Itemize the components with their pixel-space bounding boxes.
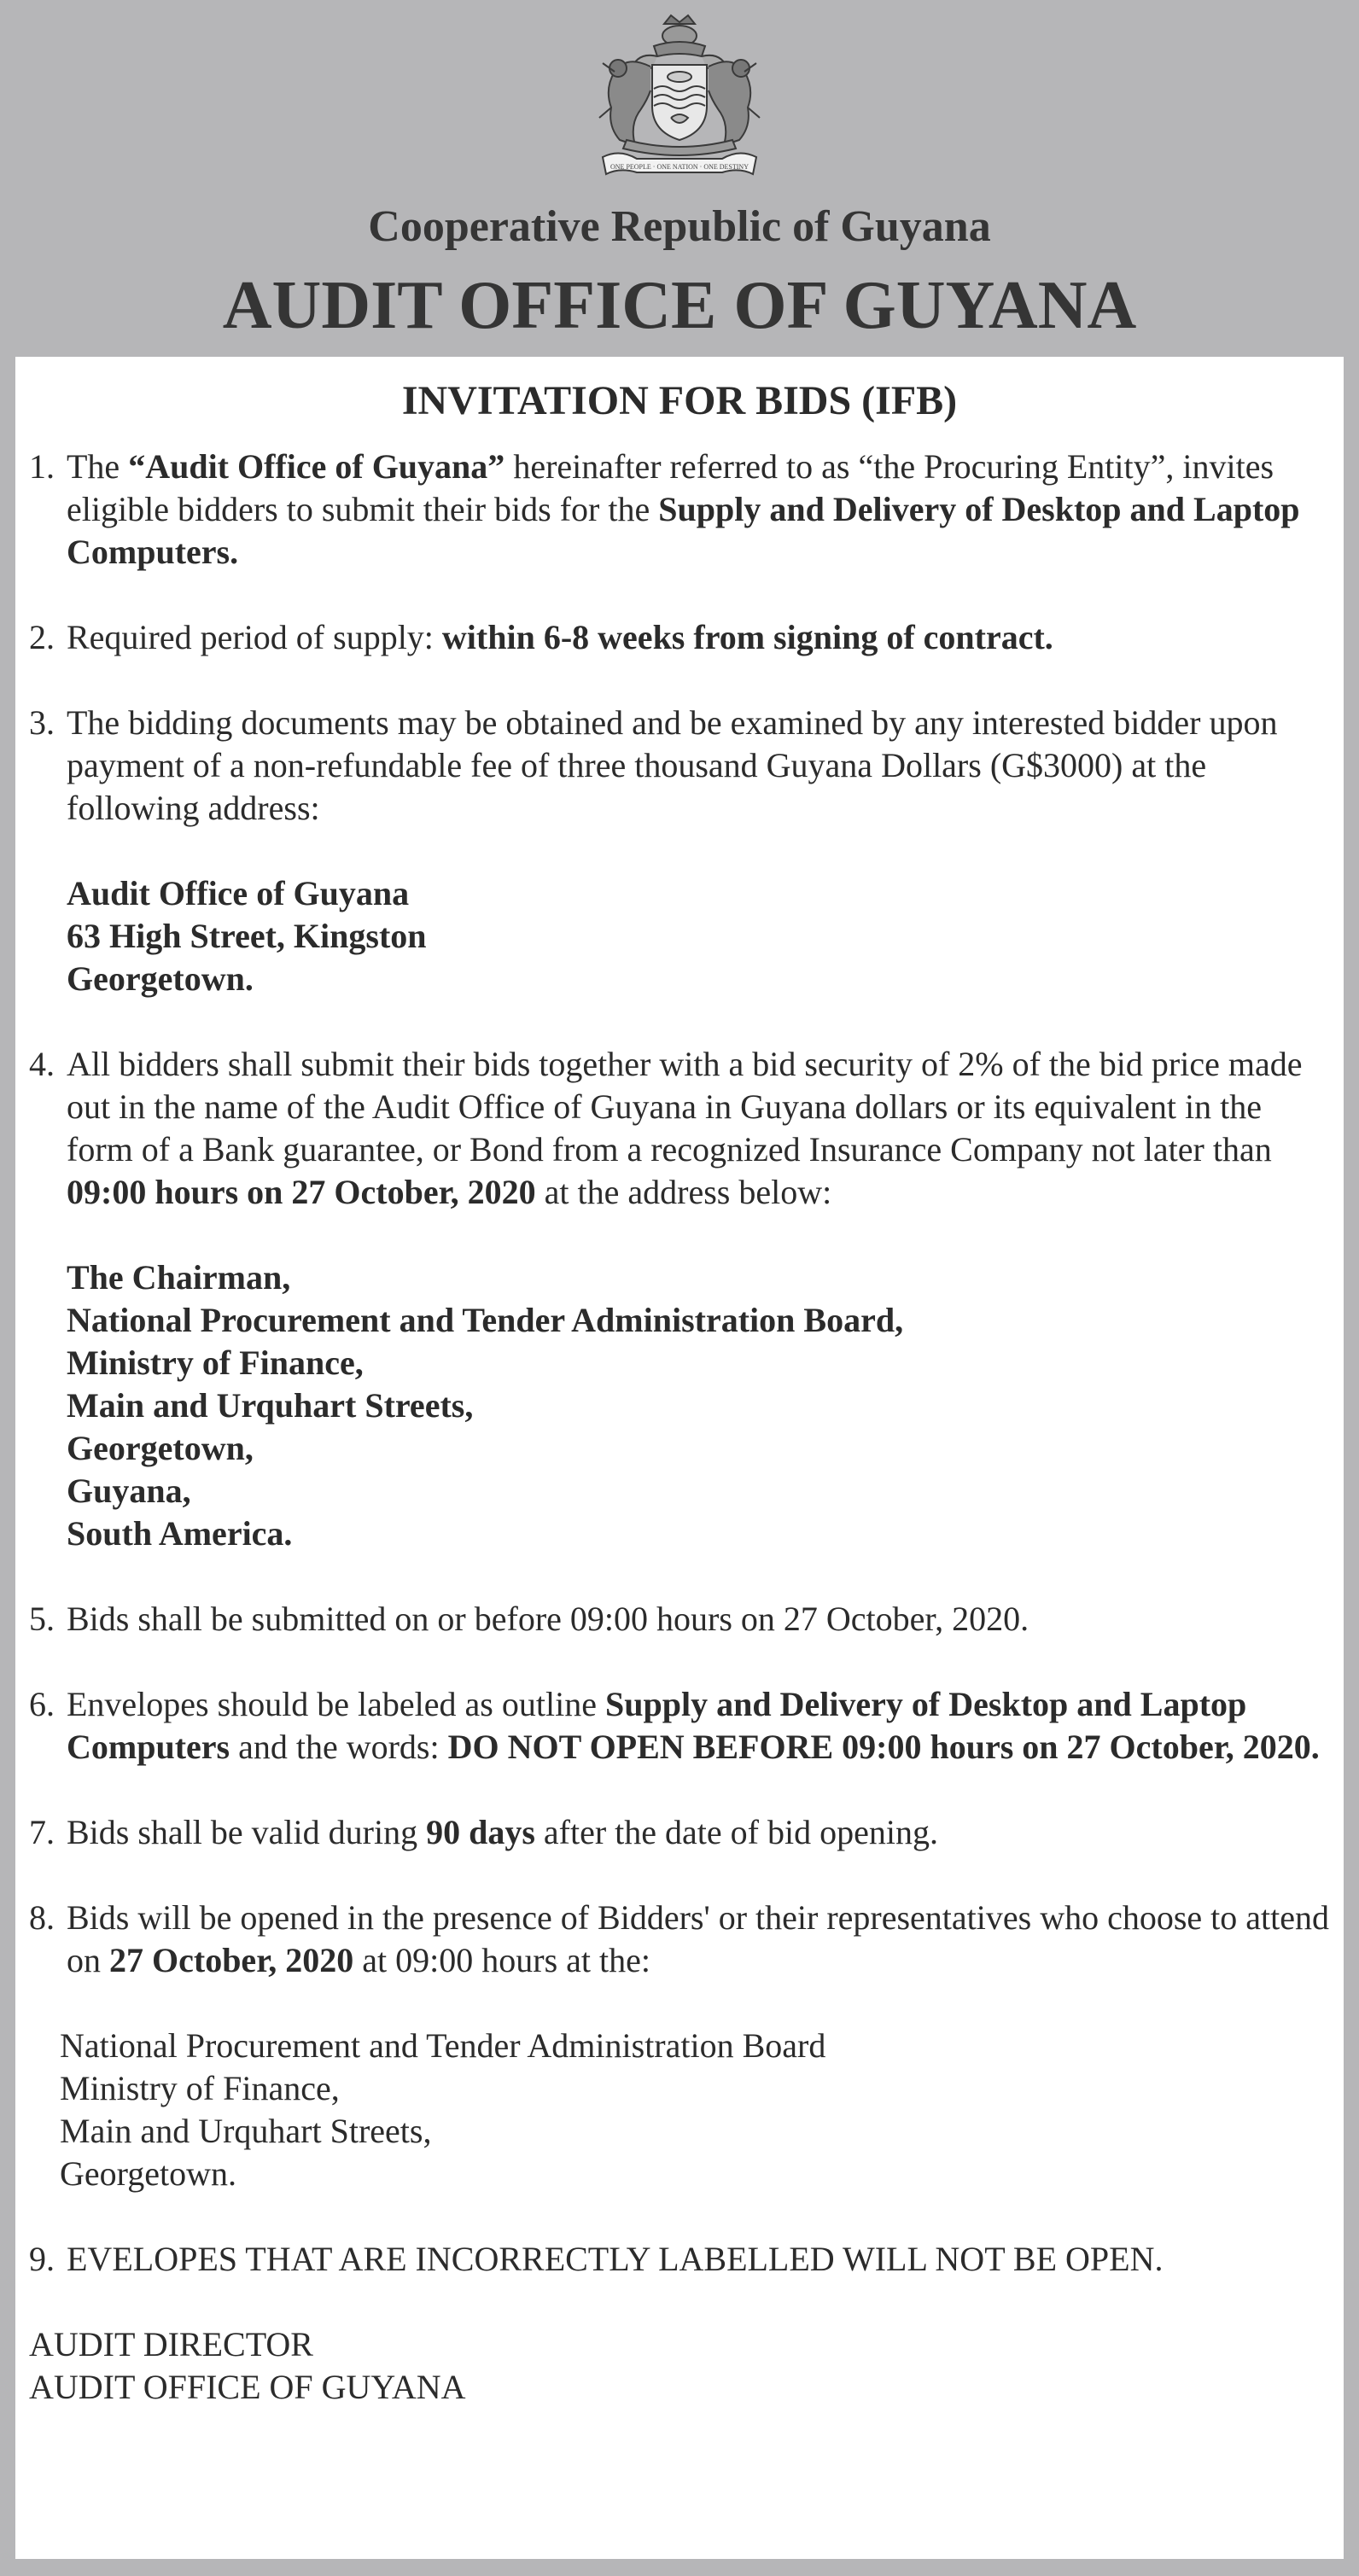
office-name: AUDIT OFFICE OF GUYANA (222, 268, 1137, 343)
item-text: at 09:00 hours at the: (353, 1941, 650, 1979)
item-text: The (67, 447, 129, 486)
item-text: 09:00 hours on 27 October, 2020 (67, 1173, 536, 1211)
item-number: 4. (29, 1045, 55, 1083)
list-item (29, 1043, 1335, 1214)
item-text: “Audit Office of Guyana” (128, 447, 505, 486)
item-text: within 6-8 weeks from signing of contract. (441, 618, 1053, 656)
notice-body (29, 446, 1335, 2409)
item-text: at the address below: (535, 1173, 832, 1211)
address-line: Audit Office of Guyana (67, 874, 410, 912)
item-number: 9. (29, 2240, 55, 2278)
country-name: Cooperative Republic of Guyana (368, 202, 991, 251)
item-text: All bidders shall submit their bids together with a bid security of 2% of the bid price made out in the name of the Audit Office of Guyana in Guyana dollars or its equivalent in the form of a Bank guarantee, or Bond from a recognized Insurance Company not later than (67, 1045, 1303, 1169)
address-line: South America. (67, 1514, 293, 1553)
address-line: Main and Urquhart Streets, (67, 1386, 474, 1425)
address-audit-office (29, 872, 1335, 1000)
item-number: 3. (29, 703, 55, 742)
address-tender-board (29, 1256, 1335, 1555)
list-item (29, 1897, 1335, 1982)
signature-block (29, 2323, 1335, 2409)
item-number: 6. (29, 1685, 55, 1723)
signature-title: AUDIT DIRECTOR (29, 2325, 313, 2363)
item-text: 90 days (426, 1813, 535, 1851)
address-line: Georgetown, (67, 1429, 254, 1467)
notice-panel (15, 357, 1344, 2559)
address-line: Main and Urquhart Streets, (60, 2112, 432, 2150)
item-number: 1. (29, 447, 55, 486)
item-text: Supply and Delivery of Desktop and Laptop Computers (67, 1685, 1247, 1766)
item-text: 27 October, 2020 (109, 1941, 354, 1979)
item-text: Envelopes should be labeled as outline (67, 1685, 605, 1723)
list-item (29, 2238, 1335, 2281)
item-text: DO NOT OPEN BEFORE 09:00 hours on 27 October, 2020. (447, 1728, 1320, 1766)
item-text: Bids shall be submitted on or before 09:00 hours on 27 October, 2020. (67, 1600, 1029, 1638)
address-line: Guyana, (67, 1472, 191, 1510)
address-line: National Procurement and Tender Administration Board, (67, 1301, 904, 1339)
address-line: National Procurement and Tender Administration Board (60, 2026, 826, 2065)
item-text: Bids will be opened in the presence of Bidders' or their representatives who choose to attend on (67, 1898, 1330, 1979)
coat-of-arms-icon (586, 12, 773, 181)
item-number: 7. (29, 1813, 55, 1851)
item-text: and the words: (230, 1728, 448, 1766)
item-number: 8. (29, 1898, 55, 1937)
item-text: EVELOPES THAT ARE INCORRECTLY LABELLED WILL NOT BE OPEN. (67, 2240, 1164, 2278)
notice-title: INVITATION FOR BIDS (IFB) (401, 378, 958, 423)
item-text: Bids shall be valid during (67, 1813, 427, 1851)
address-line: Georgetown. (60, 2154, 236, 2193)
crest-motto: ONE PEOPLE · ONE NATION · ONE DESTINY (610, 163, 749, 171)
item-text: Supply and Delivery of Desktop and Laptop Computers. (67, 490, 1300, 571)
list-item (29, 702, 1335, 830)
list-item (29, 1598, 1335, 1641)
address-bid-opening (29, 2025, 1335, 2195)
item-number: 5. (29, 1600, 55, 1638)
header-banner (0, 0, 1359, 357)
address-line: The Chairman, (67, 1258, 291, 1297)
item-number: 2. (29, 618, 55, 656)
list-item (29, 446, 1335, 574)
signature-office: AUDIT OFFICE OF GUYANA (29, 2368, 466, 2406)
list-item (29, 1683, 1335, 1769)
item-text: after the date of bid opening. (534, 1813, 938, 1851)
address-line: Ministry of Finance, (67, 1343, 364, 1382)
item-text: Required period of supply: (67, 618, 442, 656)
list-item (29, 616, 1335, 659)
item-text: hereinafter referred to as “the Procuring Entity”, invites eligible bidders to submit their bids for the (67, 447, 1274, 528)
list-item (29, 1811, 1335, 1854)
address-line: Georgetown. (67, 959, 254, 998)
item-text: The bidding documents may be obtained and be examined by any interested bidder upon payment of a non-refundable fee of three thousand Guyana Dollars (G$3000) at the following address: (67, 703, 1278, 827)
address-line: 63 High Street, Kingston (67, 917, 427, 955)
address-line: Ministry of Finance, (60, 2069, 340, 2107)
